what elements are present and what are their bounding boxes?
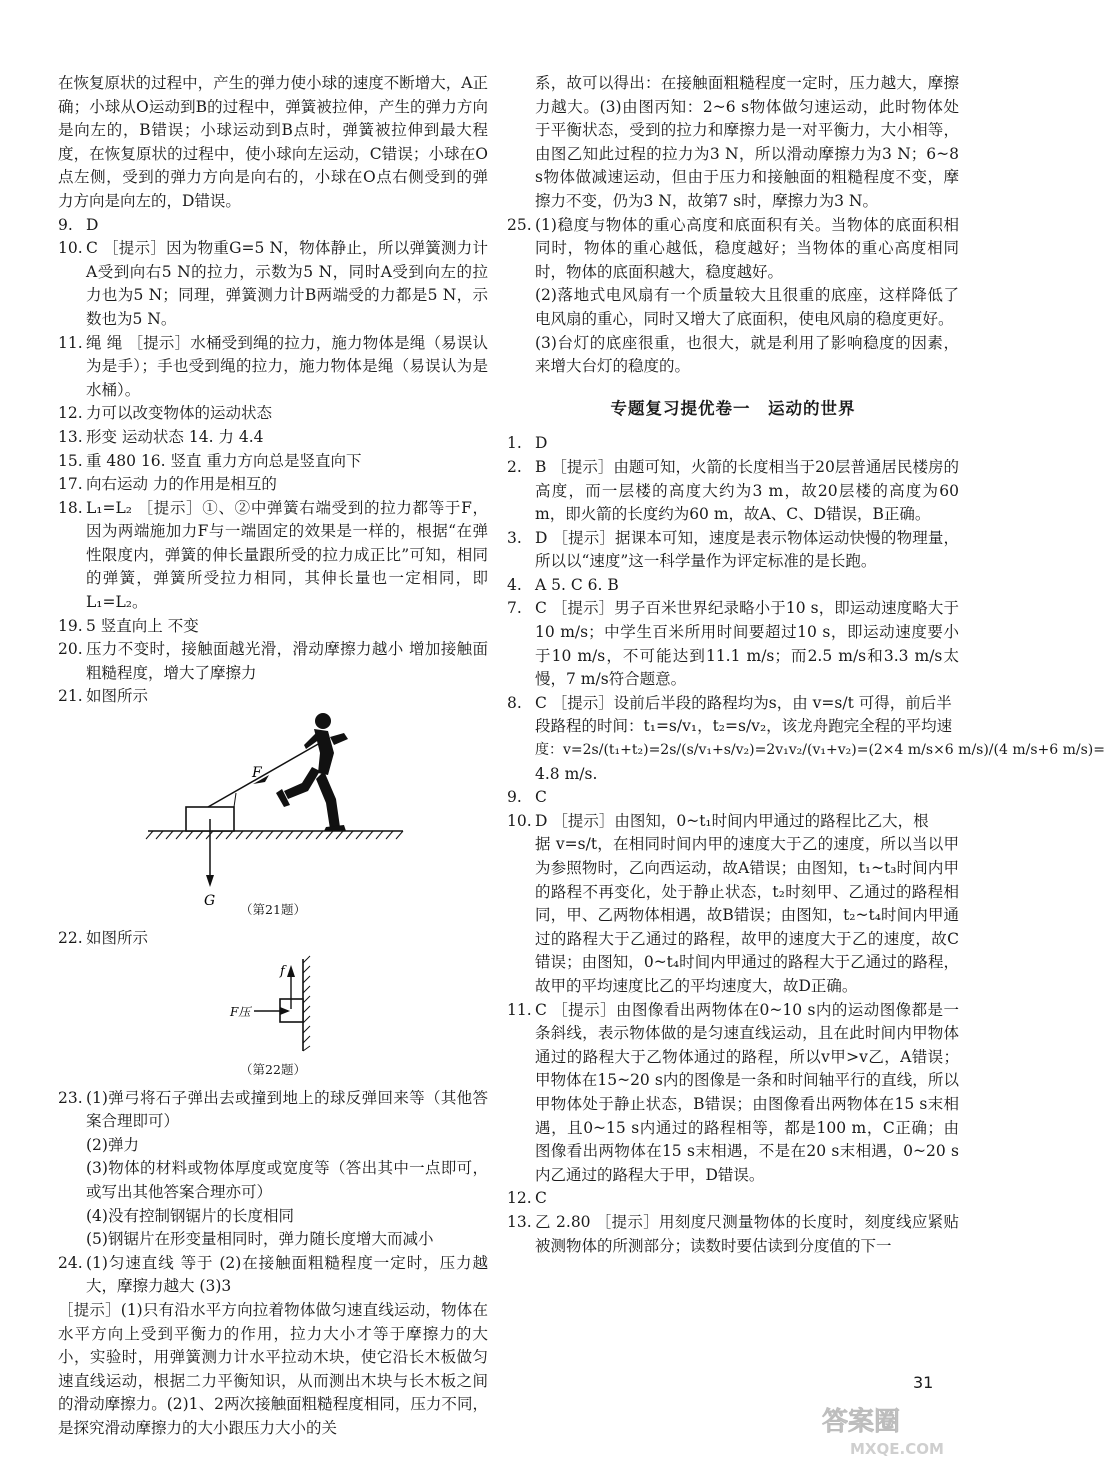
force-f-label: F <box>252 765 262 782</box>
answer-text: 乙 2.80 ［提示］用刻度尺测量物体的长度时，刻度线应紧贴被测物体的所测部分；读数时要估读到分度值的下一 <box>535 1212 959 1255</box>
answer-item <box>507 999 959 1188</box>
figure-21-caption: （第21题） <box>240 902 306 918</box>
answer-item <box>507 574 959 598</box>
answer-item <box>507 432 959 456</box>
left-answer-list <box>58 214 488 709</box>
answer-item <box>58 426 488 450</box>
answer-text: C <box>535 1189 547 1208</box>
answer-number: 19. <box>58 616 83 635</box>
answer-text: C ［提示］由图像看出两物体在0~10 s内的运动图像都是一条斜线，表示物体做的是匀速直线运动，且在此时间内甲物体通过的路程大于乙物体通过的路程，所以v甲>v乙，A错误；甲物体在15~20 s内的图像是一条和时间轴平行的直线，所以甲物体处于静止状态，B错误；由图像看出两物体在15 s末相遇，且0~15 s内通过的路程相等，都是100 m，C正确；由图像看出两物体在15 s末相遇，不是在20 s末相遇，0~20 s内乙通过的路程大于甲，D错误。 <box>535 1000 959 1184</box>
answer-number: 18. <box>58 498 83 517</box>
answer-23 <box>58 1087 488 1252</box>
answer-text: 压力不变时，接触面越光滑，滑动摩擦力越小 增加接触面粗糙程度，增大了摩擦力 <box>86 640 488 682</box>
answer-text: L₁=L₂ ［提示］①、②中弹簧右端受到的拉力都等于F，因为两端施加力F与一端固定的效果是一样的，根据“在弹性限度内，弹簧的伸长量跟所受的拉力成正比”可知，相同的弹簧，弹簧所受拉力相同，其伸长量也一定相同，即L₁=L₂。 <box>86 498 488 612</box>
answer-number: 10. <box>58 239 83 258</box>
answer-number: 1. <box>507 434 522 453</box>
answer-number: 9. <box>58 215 73 234</box>
right-answer-list-a <box>507 432 959 692</box>
answer-25 <box>507 214 959 379</box>
answer-10-line-1: D ［提示］由图知，0~t₁时间内甲通过的路程比乙大，根 <box>535 811 929 830</box>
figure-22-caption: （第22题） <box>240 1061 306 1077</box>
answer-23-part-2: (2)弹力 <box>86 1135 139 1154</box>
answer-24 <box>58 1252 488 1299</box>
watermark-line-2: MXQE.COM <box>850 1440 944 1458</box>
answer-text: D <box>535 434 548 453</box>
answer-text: A 5. C 6. B <box>535 575 619 594</box>
answer-text: C ［提示］男子百米世界纪录略小于10 s，即运动速度略大于10 m/s；中学生百米所用时间要超过10 s，即运动速度要小于10 m/s，不可能达到11.1 m/s；而2.5 m/s和3.3 m/s太慢，7 m/s符合题意。 <box>535 599 959 689</box>
answer-text: 如图所示 <box>86 687 149 706</box>
page-number: 31 <box>913 1373 934 1392</box>
answer-item <box>507 1187 959 1211</box>
answer-9 <box>507 786 959 810</box>
answer-8 <box>507 692 1105 786</box>
answer-number: 4. <box>507 575 522 594</box>
figure-21 <box>58 709 488 918</box>
answer-number: 12. <box>507 1189 532 1208</box>
answer-8-line-1: C ［提示］设前后半段的路程均为s，由 v=s/t 可得，前后半 <box>535 693 952 712</box>
answer-10-body: 据 v=s/t，在相同时间内甲的速度大于乙的速度，所以当以甲为参照物时，乙向西运动，故A错误；由图知，t₁~t₃时间内甲的路程不再变化，处于静止状态，t₂时刻甲、乙通过的路程相同，甲、乙两物体相遇，故B错误；由图知，t₂~t₄时间内甲通过的路程大于乙通过的路程，故甲的速度大于乙的速度，故C错误；由图知，0~t₄时间内甲通过的路程大于乙通过的路程，故甲的平均速度比乙的平均速度大，故D正确。 <box>535 835 959 995</box>
answer-item <box>58 638 488 685</box>
answer-text: D <box>86 215 99 234</box>
answer-number: 11. <box>58 333 83 352</box>
answer-number: 10. <box>507 811 532 830</box>
answer-text: 重 480 16. 竖直 重力方向总是竖直向下 <box>86 451 362 470</box>
answer-number: 11. <box>507 1000 532 1019</box>
pressure-f-label: F压 <box>230 1004 251 1019</box>
answer-text: 形变 运动状态 14. 力 4.4 <box>86 427 264 446</box>
watermark-logo <box>802 1398 972 1460</box>
answer-number: 7. <box>507 599 522 618</box>
answer-text: 如图所示 <box>86 929 149 948</box>
figure-22 <box>58 951 488 1081</box>
answer-text: 5 竖直向上 不变 <box>86 616 199 635</box>
answer-number: 20. <box>58 640 83 659</box>
answer-number: 9. <box>507 788 522 807</box>
answer-number: 13. <box>507 1212 532 1231</box>
watermark-line-1: 答案圈 <box>822 1407 901 1437</box>
answer-text: D ［提示］据课本可知，速度是表示物体运动快慢的物理量，所以以“速度”这一科学量作为评定标准的是长跑。 <box>535 528 959 571</box>
left-column <box>58 72 488 1441</box>
answer-number: 15. <box>58 451 83 470</box>
answer-number: 24. <box>58 1253 83 1272</box>
figure-22-drawing <box>58 951 488 1061</box>
answer-23-part-5: (5)钢锯片在形变量相同时，弹力随长度增大而减小 <box>86 1230 434 1249</box>
answer-item <box>58 214 488 238</box>
section-title: 专题复习提优卷一 运动的世界 <box>610 398 856 418</box>
answer-23-part-4: (4)没有控制钢锯片的长度相同 <box>86 1206 294 1225</box>
answer-item <box>58 450 488 474</box>
gravity-g-label: G <box>204 893 216 910</box>
answer-item <box>58 402 488 426</box>
answer-number: 8. <box>507 693 522 712</box>
answer-item <box>58 615 488 639</box>
answer-24-hint: ［提示］(1)只有沿水平方向拉着物体做匀速直线运动，物体在水平方向上受到平衡力的作用，拉力大小才等于摩擦力的大小，实验时，用弹簧测力计水平拉动木块，使它沿长木板做匀速直线运动，根据二力平衡知识，从而测出木块与长木板之间的滑动摩擦力。(2)1、2两次接触面粗糙程度相同，压力不同，是探究滑动摩擦力的大小跟压力大小的关 <box>58 1300 488 1437</box>
answer-25-part-3: (3)台灯的底座很重，也很大，就是利用了影响稳度的因素，来增大台灯的稳度的。 <box>535 333 959 376</box>
answer-item <box>507 1211 959 1258</box>
answer-24-text: (1)匀速直线 等于 (2)在接触面粗糙程度一定时，压力越大，摩擦力越大 (3)3 <box>86 1253 488 1296</box>
answer-number: 12. <box>58 404 83 423</box>
answer-23-part-1: (1)弹弓将石子弹出去或撞到地上的球反弹回来等（其他答案合理即可） <box>86 1088 488 1131</box>
answer-number: 2. <box>507 457 522 476</box>
answer-10 <box>507 810 959 999</box>
answer-item <box>58 332 488 403</box>
answer-25-part-2: (2)落地式电风扇有一个质量较大且很重的底座，这样降低了电风扇的重心，同时又增大了底面积，使电风扇的稳度更好。 <box>535 286 959 328</box>
answer-text: 力可以改变物体的运动状态 <box>86 404 273 423</box>
friction-f-label: f <box>280 963 285 979</box>
answer-number: 3. <box>507 528 522 547</box>
answer-item <box>507 597 959 691</box>
answer-number: 17. <box>58 475 83 494</box>
figure-21-drawing <box>58 709 488 909</box>
answer-item <box>58 473 488 497</box>
answer-item <box>507 527 959 574</box>
answer-text: C <box>535 788 547 807</box>
answer-item <box>58 237 488 331</box>
answer-item <box>58 497 488 615</box>
answer-23-part-3: (3)物体的材料或物体厚度或宽度等（答出其中一点即可，或写出其他答案合理亦可） <box>86 1159 488 1201</box>
answer-text: 绳 绳 ［提示］水桶受到绳的拉力，施力物体是绳（易误认为是手）；手也受到绳的拉力，施力物体是绳（易误认为是水桶）。 <box>86 333 488 399</box>
answer-number: 13. <box>58 427 83 446</box>
answer-22 <box>58 927 488 951</box>
answer-item <box>58 685 488 709</box>
right-column <box>507 72 1105 1258</box>
answer-number: 22. <box>58 929 83 948</box>
answer-text: C ［提示］因为物重G=5 N，物体静止，所以弹簧测力计A受到向右5 N的拉力，示数为5 N，同时A受到向左的拉力也为5 N；同理，弹簧测力计B两端受的力都是5 N，示数也为5 N。 <box>86 239 488 328</box>
answer-8-result: 4.8 m/s. <box>535 764 598 783</box>
answer-8-formula: 度：v=2s/(t₁+t₂)=2s/(s/v₁+s/v₂)=2v₁v₂/(v₁+v₂)=(2×4 m/s×6 m/s)/(4 m/s+6 m/s)= <box>535 742 1105 759</box>
answer-item <box>507 456 959 527</box>
answer-number: 23. <box>58 1088 83 1107</box>
answer-24-continued: 系，故可以得出：在接触面粗糙程度一定时，压力越大，摩擦力越大。(3)由图丙知：2~6 s物体做匀速运动，此时物体处于平衡状态，受到的拉力和摩擦力是一对平衡力，大小相等，由图乙知此过程的拉力为3 N，所以滑动摩擦力为3 N；6~8 s物体做减速运动，但由于压力和接触面的粗糙程度不变，摩擦力不变，仍为3 N，故第7 s时，摩擦力为3 N。 <box>535 74 959 210</box>
answer-text: B ［提示］由题可知，火箭的长度相当于20层普通居民楼房的高度，而一层楼的高度大约为3 m，故20层楼的高度为60 m，即火箭的长度约为60 m，故A、C、D错误，B正确。 <box>535 457 959 524</box>
answer-25-part-1: (1)稳度与物体的重心高度和底面积有关。当物体的底面积相同时，物体的重心越低，稳度越好；当物体的重心高度相同时，物体的底面积越大，稳度越好。 <box>535 215 959 281</box>
answer-number: 21. <box>58 687 83 706</box>
answer-8-line-2: 段路程的时间：t₁=s/v₁，t₂=s/v₂，该龙舟跑完全程的平均速 <box>535 717 953 736</box>
answer-text: 向右运动 力的作用是相互的 <box>86 475 277 494</box>
runner-silhouette <box>276 713 348 831</box>
right-answer-list-b <box>507 999 959 1259</box>
answer-number: 25. <box>507 215 532 234</box>
answer-8-continued: 在恢复原状的过程中，产生的弹力使小球的速度不断增大，A正确；小球从O运动到B的过程中，弹簧被拉伸，产生的弹力方向是向左的，B错误；小球运动到B点时，弹簧被拉伸到最大程度，在恢复原状的过程中，使小球向左运动，C错误；小球在O点左侧，受到的弹力方向是向右的，小球在O点右侧受到的弹力方向是向左的，D错误。 <box>58 74 488 210</box>
